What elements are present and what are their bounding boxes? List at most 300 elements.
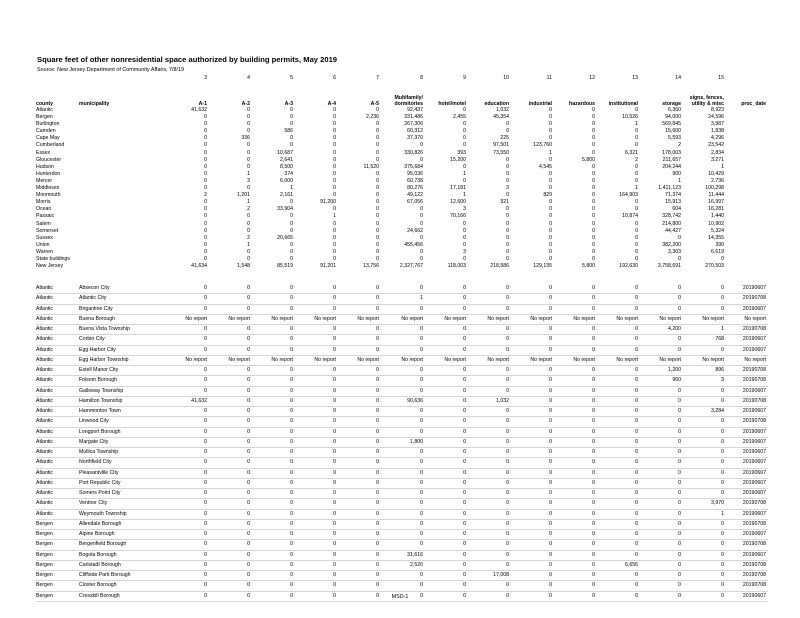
- county-row: [36, 121, 768, 128]
- table-cell: 0: [209, 581, 252, 591]
- table-cell: 6,656: [597, 560, 640, 570]
- table-cell: 0: [425, 448, 468, 458]
- table-cell: 0: [640, 437, 683, 447]
- county-name: Atlantic: [36, 407, 79, 417]
- header-label: hotel/motel: [438, 100, 466, 107]
- county-value: 0: [592, 248, 595, 255]
- blank-cell: [79, 171, 165, 178]
- table-cell: 0: [165, 366, 209, 376]
- municipality-name: Allendale Borough: [79, 519, 165, 529]
- table-row: [36, 540, 768, 550]
- table-cell: 0: [252, 509, 295, 519]
- header-column: [381, 83, 425, 107]
- county-row: [36, 150, 768, 157]
- table-cell: 0: [165, 489, 209, 499]
- county-value: 2: [635, 156, 638, 163]
- table-cell: 0: [597, 345, 640, 355]
- table-cell: 0: [252, 581, 295, 591]
- table-cell: 0: [381, 448, 425, 458]
- county-row: [36, 178, 768, 185]
- table-cell: 0: [511, 386, 554, 396]
- county-value: 0: [549, 255, 552, 262]
- county-value: 1: [549, 149, 552, 156]
- table-cell: 0: [165, 427, 209, 437]
- table-cell: 0: [554, 571, 597, 581]
- table-cell: 0: [554, 427, 597, 437]
- table-cell: 0: [381, 571, 425, 581]
- header-label: education: [484, 100, 509, 107]
- county-value: 0: [549, 114, 552, 121]
- table-cell: 0: [511, 581, 554, 591]
- county-name: Bergen: [36, 591, 79, 601]
- table-row: [36, 427, 768, 437]
- county-value: 0: [290, 220, 293, 227]
- table-cell: 0: [252, 304, 295, 314]
- table-cell: 0: [338, 591, 381, 601]
- blank-cell: [79, 135, 165, 142]
- county-name: Cumberland: [36, 142, 65, 149]
- county-name: New Jersey: [36, 263, 64, 270]
- county-value: 118,003: [447, 263, 466, 270]
- header-proc-date: proc_date: [741, 101, 766, 107]
- county-value: 0: [635, 248, 638, 255]
- table-row: [36, 376, 768, 386]
- table-cell: 0: [554, 284, 597, 294]
- county-value: 0: [463, 241, 466, 248]
- table-cell: 20190607: [726, 591, 768, 601]
- county-value: 0: [549, 121, 552, 128]
- county-value: 8,923: [711, 107, 724, 113]
- county-value: 0: [376, 156, 379, 163]
- county-name: Middlesex: [36, 185, 60, 192]
- municipality-name: Absecon City: [79, 284, 165, 294]
- table-cell: 0: [597, 335, 640, 345]
- county-value: 100,298: [705, 185, 724, 192]
- table-cell: 0: [338, 530, 381, 540]
- table-cell: 0: [554, 581, 597, 591]
- county-name: Atlantic: [36, 355, 79, 365]
- table-cell: 0: [425, 335, 468, 345]
- table-cell: 0: [338, 581, 381, 591]
- table-cell: 0: [511, 407, 554, 417]
- table-cell: 0: [554, 417, 597, 427]
- table-cell: 0: [468, 478, 511, 488]
- county-value: 0: [376, 255, 379, 262]
- table-cell: 0: [511, 396, 554, 406]
- table-cell: No report: [295, 314, 338, 324]
- table-row: [36, 499, 768, 509]
- county-value: 3: [247, 177, 250, 184]
- blank-cell: [726, 221, 768, 228]
- county-value: 1: [247, 241, 250, 248]
- table-cell: 0: [338, 304, 381, 314]
- county-value: 0: [549, 241, 552, 248]
- table-cell: 41,632: [165, 396, 209, 406]
- county-name: Bergen: [36, 550, 79, 560]
- county-value: 0: [420, 220, 423, 227]
- county-name: Sussex: [36, 234, 54, 241]
- table-row: [36, 355, 768, 365]
- table-cell: 0: [468, 560, 511, 570]
- table-cell: 0: [295, 376, 338, 386]
- blank-cell: [726, 157, 768, 164]
- table-cell: 1: [381, 294, 425, 304]
- table-cell: 0: [597, 571, 640, 581]
- table-cell: 0: [252, 489, 295, 499]
- county-value: 0: [549, 135, 552, 142]
- county-value: 0: [333, 241, 336, 248]
- table-row: [36, 314, 768, 324]
- table-cell: No report: [726, 355, 768, 365]
- table-cell: 0: [295, 345, 338, 355]
- county-value: 12,600: [450, 199, 466, 206]
- municipality-name: Galloway Township: [79, 386, 165, 396]
- county-value: 13,756: [363, 263, 379, 270]
- county-value: 0: [463, 163, 466, 170]
- table-cell: 0: [683, 489, 726, 499]
- table-cell: No report: [338, 355, 381, 365]
- table-cell: 0: [252, 386, 295, 396]
- county-value: 15,200: [450, 156, 466, 163]
- county-row: [36, 263, 768, 270]
- table-cell: 0: [338, 407, 381, 417]
- county-value: 336: [241, 135, 250, 142]
- municipality-name: Egg Harbor City: [79, 345, 165, 355]
- county-value: 0: [592, 213, 595, 220]
- table-cell: 0: [381, 376, 425, 386]
- blank-cell: [726, 164, 768, 171]
- municipality-name: Closter Borough: [79, 581, 165, 591]
- county-value: 0: [290, 107, 293, 113]
- table-cell: 0: [165, 335, 209, 345]
- county-value: 0: [204, 163, 207, 170]
- table-cell: 0: [165, 417, 209, 427]
- table-cell: 0: [252, 417, 295, 427]
- table-cell: 0: [209, 499, 252, 509]
- county-value: 0: [333, 163, 336, 170]
- county-value: 0: [592, 163, 595, 170]
- table-cell: 0: [640, 345, 683, 355]
- county-value: 0: [376, 227, 379, 234]
- table-cell: 0: [338, 478, 381, 488]
- county-value: 0: [635, 241, 638, 248]
- county-value: 204,244: [662, 163, 681, 170]
- county-value: 1: [247, 199, 250, 206]
- county-value: 0: [204, 156, 207, 163]
- blank-cell: [79, 157, 165, 164]
- municipality-table: [36, 284, 768, 602]
- page-footer: MSD-1: [391, 594, 409, 600]
- blank-cell: [726, 171, 768, 178]
- table-cell: 0: [640, 560, 683, 570]
- table-cell: 0: [252, 560, 295, 570]
- table-cell: 0: [683, 437, 726, 447]
- header-column: [511, 83, 554, 107]
- county-value: 0: [463, 135, 466, 142]
- table-cell: 0: [554, 509, 597, 519]
- column-number: 14: [675, 75, 681, 81]
- county-value: 0: [290, 255, 293, 262]
- county-name: Atlantic: [36, 437, 79, 447]
- table-cell: 0: [554, 530, 597, 540]
- blank-cell: [726, 192, 768, 199]
- table-cell: 0: [295, 509, 338, 519]
- table-cell: 0: [252, 499, 295, 509]
- county-value: 0: [549, 227, 552, 234]
- table-cell: 0: [597, 519, 640, 529]
- table-cell: 0: [209, 407, 252, 417]
- county-value: 0: [592, 135, 595, 142]
- county-value: 2,641: [280, 156, 293, 163]
- table-cell: 0: [640, 519, 683, 529]
- table-cell: 0: [597, 581, 640, 591]
- table-cell: No report: [726, 314, 768, 324]
- table-cell: 0: [511, 345, 554, 355]
- table-cell: 0: [597, 376, 640, 386]
- table-cell: 0: [683, 448, 726, 458]
- table-cell: 0: [683, 560, 726, 570]
- municipality-name: Atlantic City: [79, 294, 165, 304]
- county-value: 0: [290, 199, 293, 206]
- table-cell: No report: [425, 355, 468, 365]
- county-value: 0: [247, 248, 250, 255]
- county-name: Morris: [36, 199, 51, 206]
- table-cell: No report: [468, 355, 511, 365]
- table-cell: 0: [338, 458, 381, 468]
- table-cell: 0: [209, 437, 252, 447]
- table-cell: 0: [597, 325, 640, 335]
- county-value: 0: [376, 206, 379, 213]
- table-cell: 0: [554, 396, 597, 406]
- county-value: 0: [204, 149, 207, 156]
- table-cell: 0: [683, 550, 726, 560]
- municipality-name: Cliffside Park Borough: [79, 571, 165, 581]
- county-value: 0: [290, 135, 293, 142]
- table-cell: 0: [165, 386, 209, 396]
- table-cell: 0: [209, 550, 252, 560]
- municipality-name: Brigantine City: [79, 304, 165, 314]
- county-value: 10,526: [622, 114, 638, 121]
- table-cell: 0: [468, 294, 511, 304]
- county-value: 0: [635, 163, 638, 170]
- table-cell: 0: [640, 509, 683, 519]
- county-value: 20,665: [277, 234, 293, 241]
- county-value: 0: [333, 185, 336, 192]
- county-value: 0: [549, 128, 552, 135]
- county-value: 225: [500, 135, 509, 142]
- county-value: 0: [247, 213, 250, 220]
- county-value: 0: [506, 128, 509, 135]
- county-name: Passaic: [36, 213, 55, 220]
- table-cell: 0: [209, 396, 252, 406]
- table-cell: 0: [640, 530, 683, 540]
- county-value: 3: [463, 248, 466, 255]
- county-row: [36, 128, 768, 135]
- table-cell: 0: [554, 560, 597, 570]
- table-cell: 20190708: [726, 396, 768, 406]
- table-cell: 0: [381, 509, 425, 519]
- county-value: 0: [592, 170, 595, 177]
- municipality-name: Weymouth Township: [79, 509, 165, 519]
- table-cell: 0: [209, 427, 252, 437]
- table-cell: 0: [511, 571, 554, 581]
- county-value: 5,800: [582, 156, 595, 163]
- county-value: 6,360: [668, 107, 681, 113]
- table-cell: 31,616: [381, 550, 425, 560]
- county-value: 375,684: [404, 163, 423, 170]
- county-name: Bergen: [36, 540, 79, 550]
- blank-cell: [79, 213, 165, 220]
- table-cell: 0: [640, 458, 683, 468]
- table-cell: 0: [165, 530, 209, 540]
- county-value: 0: [204, 199, 207, 206]
- column-number: 9: [463, 75, 466, 81]
- county-name: Atlantic: [36, 284, 79, 294]
- county-value: 0: [592, 121, 595, 128]
- table-cell: 0: [511, 509, 554, 519]
- header-label: A-5: [370, 100, 379, 107]
- blank-cell: [79, 178, 165, 185]
- municipality-name: Hamilton Township: [79, 396, 165, 406]
- county-value: 2: [247, 234, 250, 241]
- table-cell: 0: [295, 335, 338, 345]
- table-cell: 0: [209, 591, 252, 601]
- table-cell: 0: [554, 478, 597, 488]
- county-value: 178,003: [662, 149, 681, 156]
- county-value: 37,370: [407, 135, 423, 142]
- blank-cell: [726, 235, 768, 242]
- table-cell: 0: [597, 284, 640, 294]
- table-cell: 0: [165, 284, 209, 294]
- municipality-name: Corbin City: [79, 335, 165, 345]
- table-cell: 0: [554, 448, 597, 458]
- county-value: 0: [635, 128, 638, 135]
- table-cell: 0: [468, 458, 511, 468]
- municipality-name: Estell Manor City: [79, 366, 165, 376]
- column-number: 12: [589, 75, 595, 81]
- column-number: 5: [290, 75, 293, 81]
- table-cell: 0: [425, 591, 468, 601]
- county-value: 900: [672, 170, 681, 177]
- county-value: 0: [376, 220, 379, 227]
- table-cell: 0: [295, 427, 338, 437]
- table-cell: 0: [252, 571, 295, 581]
- table-cell: 0: [381, 345, 425, 355]
- county-value: 0: [420, 206, 423, 213]
- county-value: 0: [333, 255, 336, 262]
- county-name: Atlantic: [36, 427, 79, 437]
- county-value: 0: [376, 170, 379, 177]
- county-row: [36, 157, 768, 164]
- table-cell: 0: [165, 499, 209, 509]
- municipality-name: Linwood City: [79, 417, 165, 427]
- table-cell: 0: [640, 335, 683, 345]
- county-name: Bergen: [36, 560, 79, 570]
- county-value: 0: [721, 255, 724, 262]
- blank-cell: [79, 206, 165, 213]
- table-cell: 0: [252, 284, 295, 294]
- table-cell: 3: [683, 376, 726, 386]
- county-value: 71,374: [665, 192, 681, 199]
- county-value: 0: [376, 192, 379, 199]
- county-value: 2,834: [711, 149, 724, 156]
- table-row: [36, 284, 768, 294]
- table-cell: 0: [554, 345, 597, 355]
- table-cell: 0: [338, 386, 381, 396]
- county-value: 0: [506, 206, 509, 213]
- table-cell: 0: [252, 519, 295, 529]
- blank-cell: [79, 199, 165, 206]
- table-cell: 0: [597, 386, 640, 396]
- column-number: 10: [503, 75, 509, 81]
- table-row: [36, 458, 768, 468]
- county-name: Bergen: [36, 114, 53, 121]
- county-value: 0: [506, 241, 509, 248]
- county-value: 85,519: [277, 263, 293, 270]
- county-value: 0: [592, 234, 595, 241]
- header-row: [36, 83, 768, 107]
- county-name: Atlantic: [36, 325, 79, 335]
- county-value: 0: [506, 255, 509, 262]
- blank-cell: [726, 178, 768, 185]
- table-cell: 0: [468, 489, 511, 499]
- county-value: 0: [678, 234, 681, 241]
- table-cell: 0: [554, 468, 597, 478]
- table-cell: 3,284: [683, 407, 726, 417]
- county-value: 0: [333, 192, 336, 199]
- county-value: 44,427: [665, 227, 681, 234]
- table-cell: 20190708: [726, 499, 768, 509]
- table-cell: No report: [209, 355, 252, 365]
- county-row: [36, 221, 768, 228]
- blank-cell: [79, 256, 165, 263]
- table-cell: 0: [295, 417, 338, 427]
- county-value: 2,327,767: [399, 263, 423, 270]
- county-value: 0: [549, 199, 552, 206]
- table-cell: 0: [209, 325, 252, 335]
- county-row: [36, 242, 768, 249]
- table-cell: 0: [683, 530, 726, 540]
- table-cell: 0: [511, 530, 554, 540]
- header-label: A-2: [241, 100, 250, 107]
- table-cell: 0: [295, 530, 338, 540]
- table-cell: 0: [554, 294, 597, 304]
- table-cell: 0: [252, 396, 295, 406]
- county-value: 0: [635, 107, 638, 113]
- county-name: Atlantic: [36, 304, 79, 314]
- county-row: [36, 213, 768, 220]
- county-value: 0: [247, 142, 250, 149]
- county-value: 0: [204, 248, 207, 255]
- county-value: 0: [247, 227, 250, 234]
- county-value: 0: [463, 121, 466, 128]
- table-cell: 0: [640, 417, 683, 427]
- county-value: 0: [463, 177, 466, 184]
- table-cell: 0: [640, 448, 683, 458]
- county-value: 4,545: [539, 163, 552, 170]
- column-number: 11: [546, 75, 552, 81]
- county-value: 586: [284, 128, 293, 135]
- table-cell: 0: [252, 294, 295, 304]
- county-value: 41,634: [191, 263, 207, 270]
- county-value: 0: [247, 220, 250, 227]
- table-cell: 0: [554, 540, 597, 550]
- table-cell: 0: [425, 407, 468, 417]
- county-value: 328,742: [662, 213, 681, 220]
- table-cell: 0: [381, 427, 425, 437]
- table-row: [36, 530, 768, 540]
- county-value: 267,306: [404, 121, 423, 128]
